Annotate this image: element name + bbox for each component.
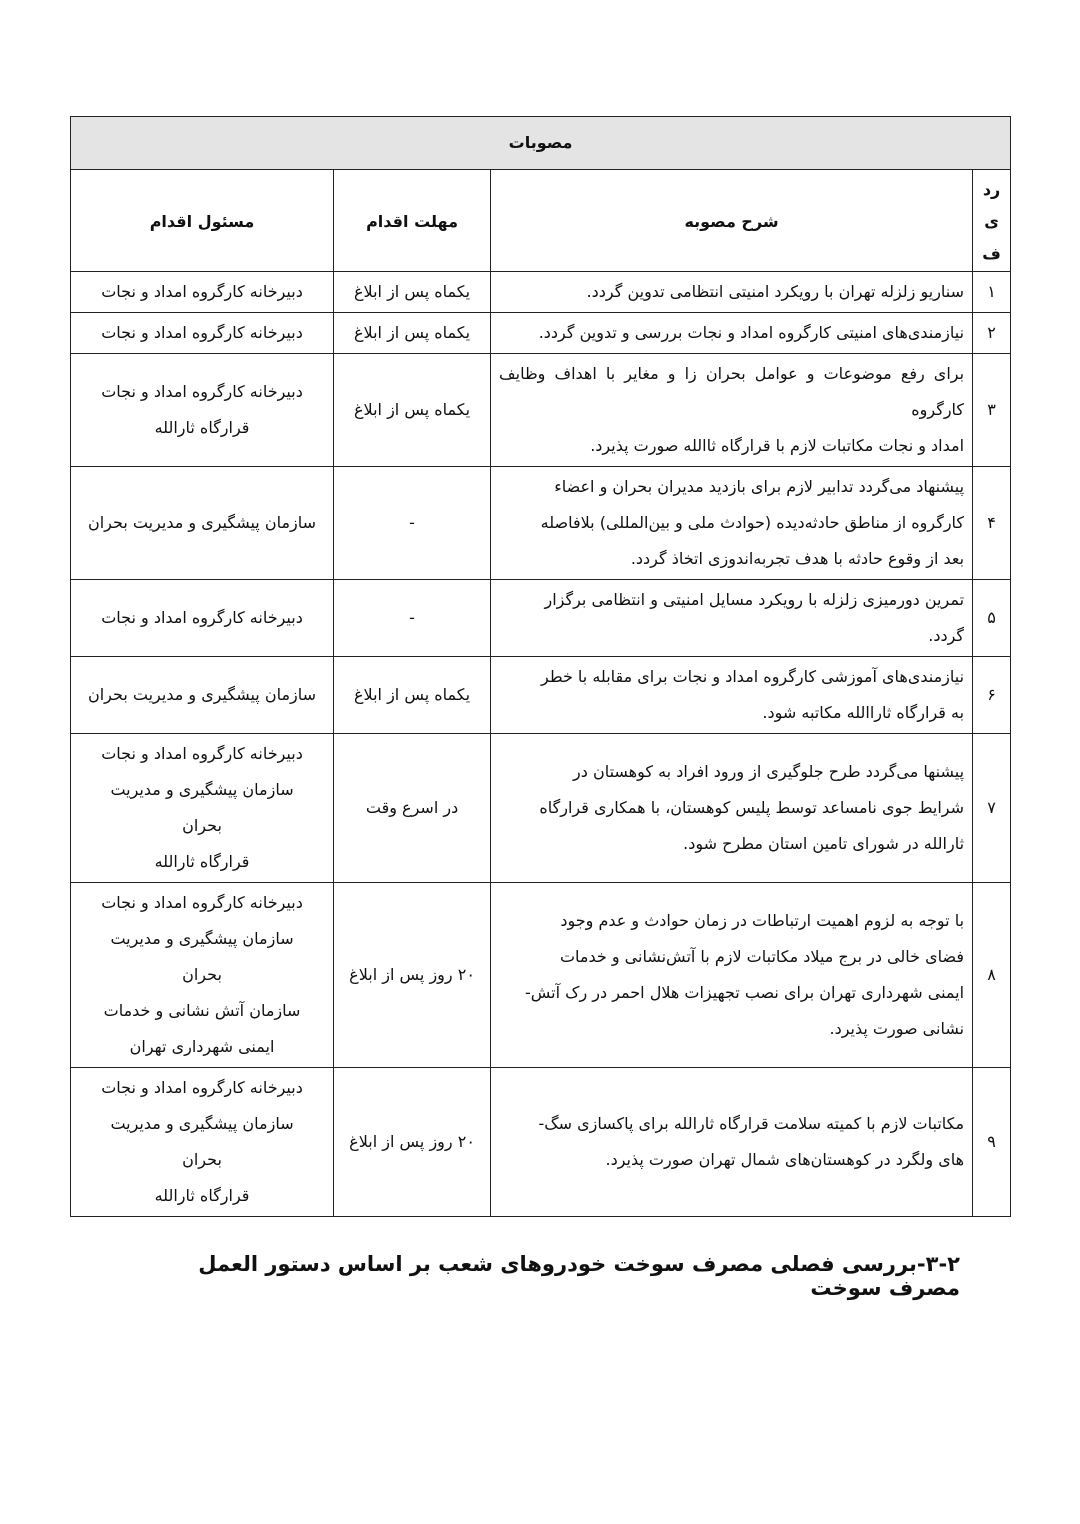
description-line: برای رفع موضوعات و عوامل بحران زا و مغایر با اهداف وظایف کارگروه <box>499 364 965 419</box>
description-line: به قرارگاه ثاراالله مکاتبه شود. <box>762 703 965 722</box>
description-line: گردد. <box>928 626 965 645</box>
row-deadline: در اسرع وقت <box>334 734 491 883</box>
table-row <box>71 354 1011 467</box>
row-deadline: یکماه پس از ابلاغ <box>334 272 491 313</box>
responsible-line: قرارگاه ثارالله <box>154 1186 250 1205</box>
row-responsible <box>71 657 334 734</box>
header-radif-part: ف <box>982 244 1001 263</box>
row-description <box>491 883 973 1068</box>
row-number: ۷ <box>973 734 1011 883</box>
row-responsible <box>71 467 334 580</box>
row-responsible <box>71 354 334 467</box>
row-responsible <box>71 1068 334 1217</box>
row-description <box>491 580 973 657</box>
row-number: ۹ <box>973 1068 1011 1217</box>
responsible-line: سازمان پیشگیری و مدیریت بحران <box>87 513 317 532</box>
description-line: نیازمندی‌های امنیتی کارگروه امداد و نجات بررسی و تدوین گردد. <box>538 323 965 342</box>
table-title: مصوبات <box>71 117 1011 170</box>
table-row <box>71 313 1011 354</box>
row-responsible <box>71 272 334 313</box>
header-deadline: مهلت اقدام <box>334 170 491 272</box>
table-row <box>71 580 1011 657</box>
description-line: سناریو زلزله تهران با رویکرد امنیتی انتظامی تدوین گردد. <box>586 282 965 301</box>
row-number: ۲ <box>973 313 1011 354</box>
responsible-line: سازمان آتش نشانی و خدمات <box>103 1001 301 1020</box>
responsible-line: دبیرخانه کارگروه امداد و نجات <box>101 893 303 912</box>
section-heading: ۳-۲-بررسی فصلی مصرف سوخت خودروهای شعب بر اساس دستور العمل مصرف سوخت <box>198 1252 960 1300</box>
row-number: ۳ <box>973 354 1011 467</box>
row-description <box>491 467 973 580</box>
description-line: ثارالله در شورای تامین استان مطرح شود. <box>683 834 965 853</box>
header-radif-part: ی <box>984 212 999 231</box>
responsible-line: بحران <box>182 816 222 835</box>
description-line: پیشنها می‌گردد طرح جلوگیری از ورود افراد به کوهستان در <box>573 762 965 781</box>
row-deadline: - <box>334 580 491 657</box>
table-header-row <box>71 170 1011 272</box>
description-line: مکاتبات لازم با کمیته سلامت قرارگاه ثارالله برای پاکسازی سگ- <box>538 1114 965 1133</box>
header-responsible: مسئول اقدام <box>71 170 334 272</box>
responsible-line: بحران <box>182 965 222 984</box>
description-line: بعد از وقوع حادثه با هدف تجربه‌اندوزی اتخاذ گردد. <box>630 549 965 568</box>
description-line: های ولگرد در کوهستان‌های شمال تهران صورت پذیرد. <box>605 1150 965 1169</box>
row-deadline: یکماه پس از ابلاغ <box>334 657 491 734</box>
responsible-line: دبیرخانه کارگروه امداد و نجات <box>101 323 303 342</box>
row-number: ۸ <box>973 883 1011 1068</box>
responsible-line: سازمان پیشگیری و مدیریت <box>110 780 294 799</box>
responsible-line: سازمان پیشگیری و مدیریت <box>110 1114 294 1133</box>
table-row <box>71 657 1011 734</box>
row-description <box>491 657 973 734</box>
responsible-line: دبیرخانه کارگروه امداد و نجات <box>101 1078 303 1097</box>
responsible-line: دبیرخانه کارگروه امداد و نجات <box>101 744 303 763</box>
row-deadline: ۲۰ روز پس از ابلاغ <box>334 1068 491 1217</box>
row-responsible <box>71 580 334 657</box>
table-row <box>71 883 1011 1068</box>
description-line: نیازمندی‌های آموزشی کارگروه امداد و نجات برای مقابله با خطر <box>540 667 965 686</box>
responsible-line: دبیرخانه کارگروه امداد و نجات <box>101 282 303 301</box>
description-line: با توجه به لزوم اهمیت ارتباطات در زمان حوادث و عدم وجود <box>560 911 965 930</box>
row-deadline: ۲۰ روز پس از ابلاغ <box>334 883 491 1068</box>
table-row <box>71 467 1011 580</box>
row-responsible <box>71 313 334 354</box>
responsible-line: قرارگاه ثارالله <box>154 852 250 871</box>
table-row <box>71 272 1011 313</box>
description-line: کارگروه از مناطق حادثه‌دیده (حوادث ملی و بین‌المللی) بلافاصله <box>540 513 965 532</box>
header-radif-part: رد <box>982 180 1001 199</box>
row-deadline: یکماه پس از ابلاغ <box>334 313 491 354</box>
row-description <box>491 1068 973 1217</box>
description-line: پیشنهاد می‌گردد تدابیر لازم برای بازدید مدیران بحران و اعضاء <box>554 477 965 496</box>
table-row <box>71 1068 1011 1217</box>
responsible-line: دبیرخانه کارگروه امداد و نجات <box>101 382 303 401</box>
resolutions-table <box>70 116 1011 1217</box>
row-number: ۶ <box>973 657 1011 734</box>
header-radif <box>973 170 1011 272</box>
responsible-line: دبیرخانه کارگروه امداد و نجات <box>101 608 303 627</box>
description-line: ایمنی شهرداری تهران برای نصب تجهیزات هلال احمر در رک آتش- <box>524 983 965 1002</box>
row-deadline: یکماه پس از ابلاغ <box>334 354 491 467</box>
row-description <box>491 272 973 313</box>
table-row <box>71 734 1011 883</box>
description-line: فضای خالی در برج میلاد مکاتبات لازم با آتش‌نشانی و خدمات <box>559 947 965 966</box>
description-line: نشانی صورت پذیرد. <box>829 1019 965 1038</box>
header-description: شرح مصوبه <box>491 170 973 272</box>
description-line: امداد و نجات مکاتبات لازم با قرارگاه ثاالله صورت پذیرد. <box>590 436 965 455</box>
row-description <box>491 313 973 354</box>
row-number: ۵ <box>973 580 1011 657</box>
description-line: شرایط جوی نامساعد توسط پلیس کوهستان، با همکاری قرارگاه <box>539 798 965 817</box>
responsible-line: سازمان پیشگیری و مدیریت بحران <box>87 685 317 704</box>
row-deadline: - <box>334 467 491 580</box>
responsible-line: بحران <box>182 1150 222 1169</box>
responsible-line: ایمنی شهرداری تهران <box>129 1037 275 1056</box>
row-description <box>491 354 973 467</box>
row-number: ۱ <box>973 272 1011 313</box>
responsible-line: سازمان پیشگیری و مدیریت <box>110 929 294 948</box>
row-responsible <box>71 883 334 1068</box>
description-line: تمرین دورمیزی زلزله با رویکرد مسایل امنیتی و انتظامی برگزار <box>544 590 965 609</box>
row-number: ۴ <box>973 467 1011 580</box>
row-responsible <box>71 734 334 883</box>
responsible-line: قرارگاه ثارالله <box>154 418 250 437</box>
row-description <box>491 734 973 883</box>
